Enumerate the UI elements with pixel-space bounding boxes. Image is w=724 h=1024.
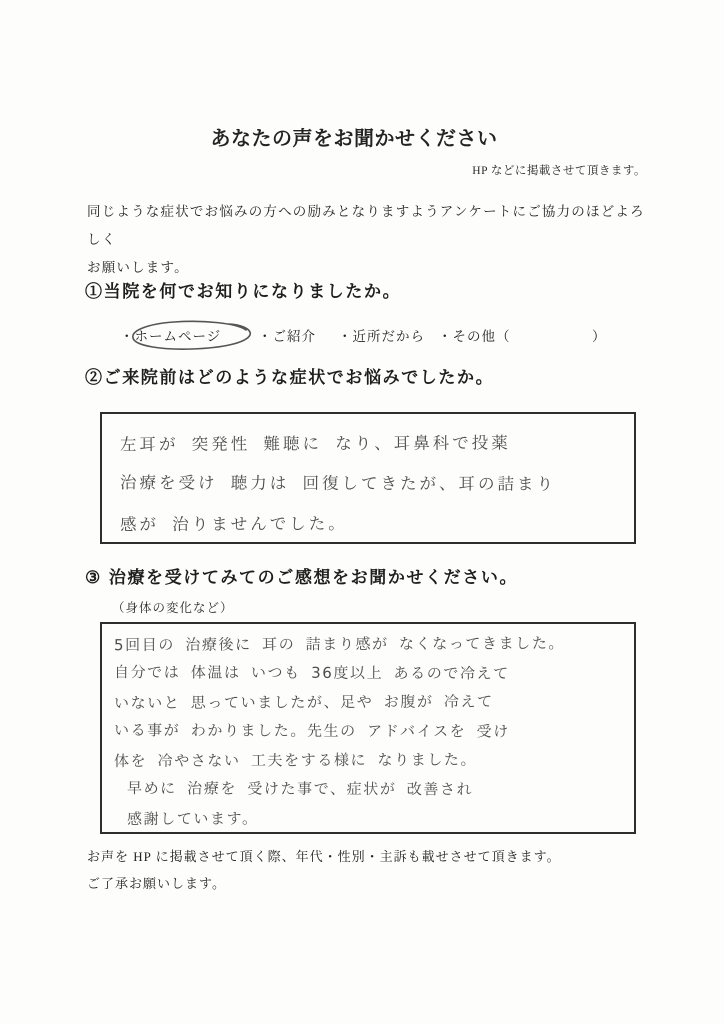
question-1-title: 当院を何でお知りになりましたか。 xyxy=(103,282,402,301)
q2-handwritten-line-2: 治療を受け 聴力は 回復してきたが、耳の詰まり xyxy=(119,473,557,494)
intro-line-1: 同じような症状でお悩みの方への励みとなりますようアンケートにご協力のほどよろしく xyxy=(87,204,645,247)
question-3-number: ③ xyxy=(85,568,102,587)
option-referral xyxy=(258,325,316,345)
footer-line-2: ご了承お願いします。 xyxy=(87,876,226,891)
option-other-close-paren: ） xyxy=(592,329,607,344)
publication-notice: HP などに掲載させて頂きます。 xyxy=(472,165,646,177)
footer-line-1: お声を HP に掲載させて頂く際、年代・性別・主訴も載せさせて頂きます。 xyxy=(87,849,561,864)
question-3-heading xyxy=(85,563,518,588)
q3-handwritten-line-3: いないと 思っていましたが、足や お腹が 冷えて xyxy=(113,692,494,713)
option-nearby-label: 近所だから xyxy=(352,329,425,344)
q2-handwritten-line-3: 感が 治りませんでした。 xyxy=(119,514,348,535)
option-homepage xyxy=(120,325,221,345)
option-bullet: ・ xyxy=(438,329,453,344)
q2-handwritten-line-1: 左耳が 突発性 難聴に なり、耳鼻科で投薬 xyxy=(119,433,511,455)
q3-handwritten-line-1: 5回目の 治療後に 耳の 詰まり感が なくなってきました。 xyxy=(113,634,566,655)
q3-handwritten-line-4: いる事が わかりました。先生の アドバイスを 受け xyxy=(113,721,510,741)
question-2-heading xyxy=(85,363,494,388)
q3-handwritten-line-6: 早めに 治療を 受けた事で、症状が 改善され xyxy=(126,779,474,799)
option-bullet: ・ xyxy=(338,329,353,344)
footer-consent-note xyxy=(87,843,561,897)
question-1-heading xyxy=(85,277,401,302)
q2-answer-box xyxy=(100,412,636,544)
option-other-label: その他（ xyxy=(452,329,511,344)
question-3-title: 治療を受けてみてのご感想をお聞かせください。 xyxy=(108,568,519,587)
option-referral-label: ご紹介 xyxy=(272,329,316,344)
option-homepage-label: ホームページ xyxy=(134,329,222,344)
intro-text xyxy=(87,198,647,282)
q3-handwritten-line-2: 自分では 体温は いつも 36度以上 あるので冷えて xyxy=(113,663,510,683)
option-nearby xyxy=(338,325,425,345)
question-3-note: （身体の変化など） xyxy=(112,601,234,615)
q3-answer-box xyxy=(100,622,636,834)
intro-line-2: お願いします。 xyxy=(87,260,189,275)
question-2-title: ご来院前はどのような症状でお悩みでしたか。 xyxy=(103,368,495,387)
option-bullet: ・ xyxy=(258,329,273,344)
option-other xyxy=(438,325,511,345)
q3-handwritten-line-5: 体を 冷やさない 工夫をする様に なりました。 xyxy=(113,750,478,771)
q3-handwritten-line-7: 感謝しています。 xyxy=(126,809,259,829)
page-title: あなたの声をお聞かせください xyxy=(210,128,498,150)
option-bullet: ・ xyxy=(120,329,135,344)
question-2-number: ② xyxy=(85,368,104,387)
question-1-number: ① xyxy=(85,282,104,301)
